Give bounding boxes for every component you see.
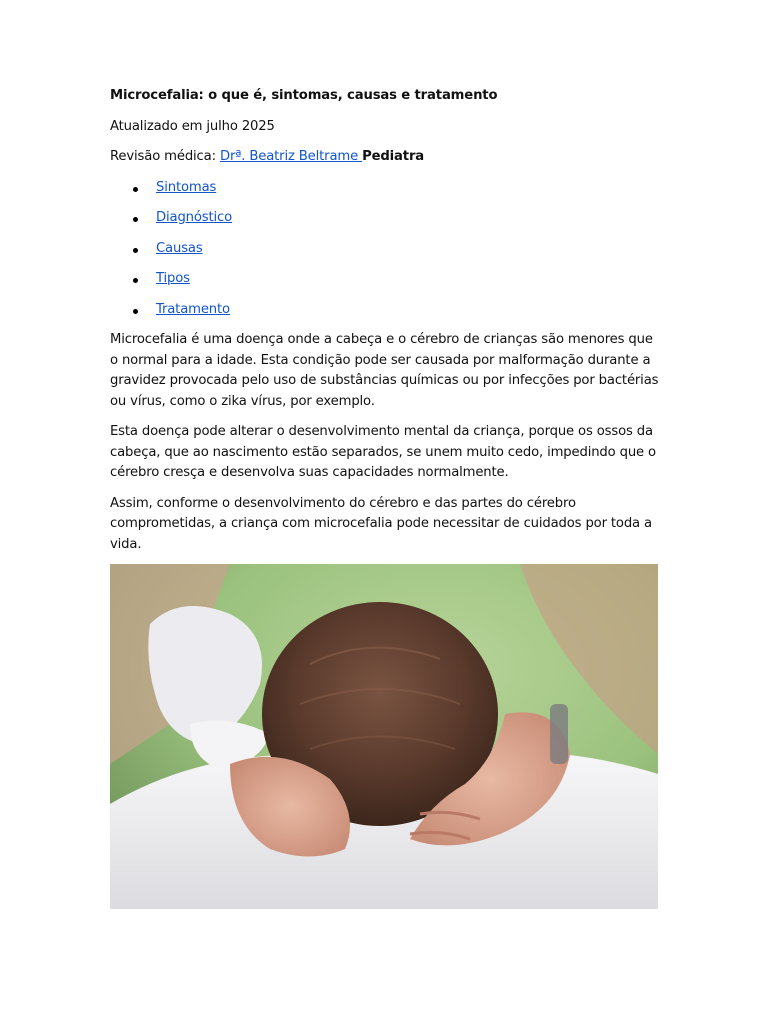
toc-link-diagnostico[interactable]: Diagnóstico [156, 210, 233, 225]
article-content [110, 86, 660, 565]
paragraph-care: Assim, conforme o desenvolvimento do cérebro e das partes do cérebro comprometidas, a criança com microcefalia pode necessitar de cuidados por toda a vida. [110, 495, 652, 552]
article-title: Microcefalia: o que é, sintomas, causas e tratamento [110, 88, 498, 103]
toc-item-tipos [110, 269, 660, 290]
toc-link-sintomas[interactable]: Sintomas [156, 179, 217, 195]
bullet-icon [133, 309, 138, 314]
toc-link-tratamento[interactable]: Tratamento [156, 301, 230, 317]
review-prefix: Revisão médica: [110, 149, 220, 164]
baby-head-illustration [110, 564, 658, 909]
bullet-icon [133, 187, 138, 192]
updated-date: Atualizado em julho 2025 [110, 118, 275, 134]
toc-item-diagnostico [110, 208, 660, 229]
toc-item-tratamento [110, 300, 660, 321]
bullet-icon [133, 278, 138, 283]
table-of-contents [110, 178, 660, 321]
reviewer-role: Pediatra [362, 149, 425, 164]
baby-head-photo [110, 564, 658, 909]
medical-review [110, 147, 660, 168]
toc-item-causas [110, 239, 660, 260]
bullet-icon [133, 248, 138, 253]
paragraph-development: Esta doença pode alterar o desenvolvimento mental da criança, porque os ossos da cabeça, que ao nascimento estão separados, se unem muito cedo, impedindo que o cérebro cresça e desenvolva suas capacidades normalmente. [110, 424, 656, 480]
reviewer-link[interactable]: Drª. Beatriz Beltrame [219, 149, 363, 164]
watch-band [550, 704, 568, 764]
toc-item-sintomas [110, 178, 660, 199]
toc-link-tipos[interactable]: Tipos [156, 271, 190, 286]
paragraph-definition: Microcefalia é uma doença onde a cabeça e o cérebro de crianças são menores que o normal para a idade. Esta condição pode ser causada por malformação durante a gravidez provocada pelo uso de substâncias químicas ou por infecções por bactérias ou vírus, como o zika vírus, por exemplo. [110, 332, 659, 409]
bullet-icon [133, 217, 138, 222]
toc-link-causas[interactable]: Causas [156, 240, 203, 256]
